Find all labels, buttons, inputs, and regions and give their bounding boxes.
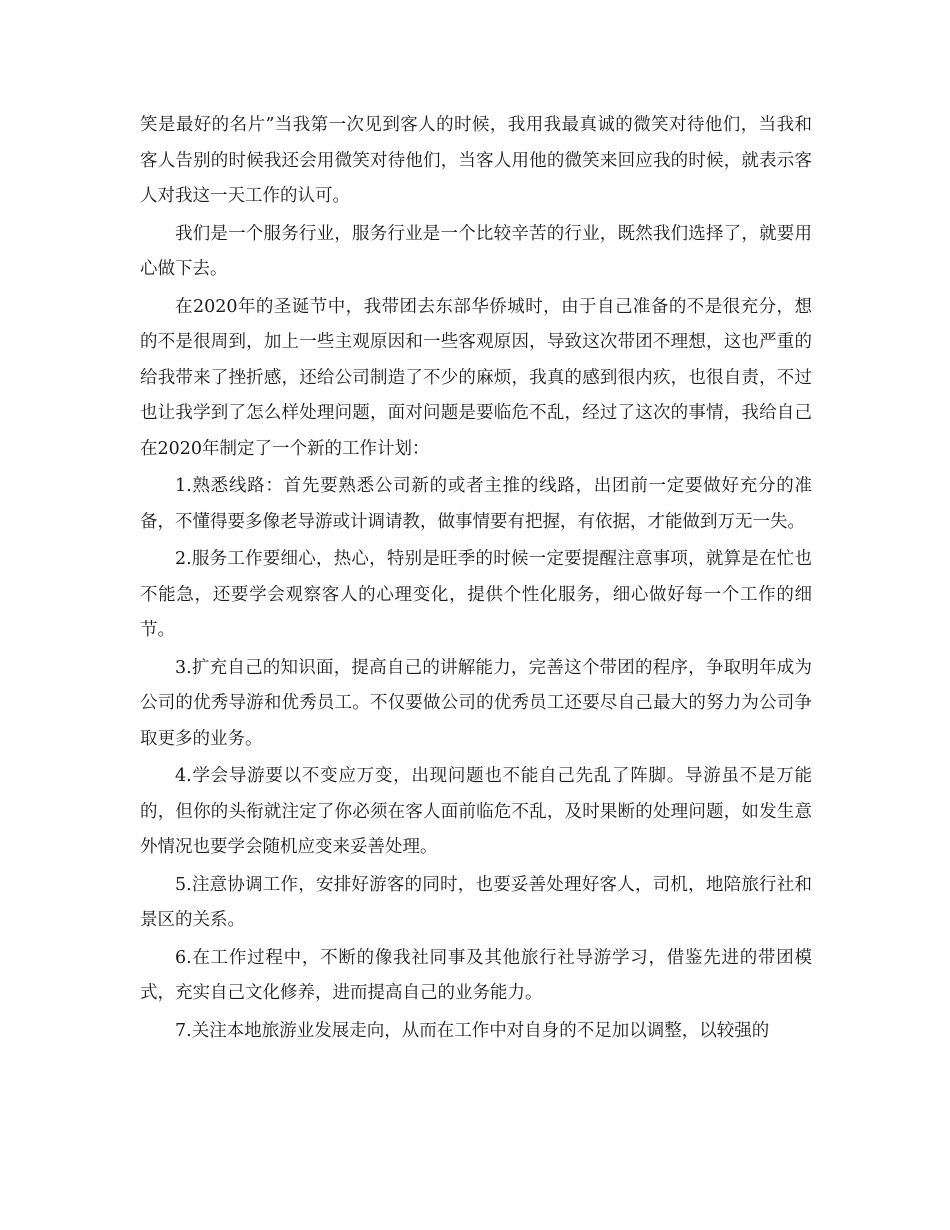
list-item-1: 1.熟悉线路：首先要熟悉公司新的或者主推的线路，出团前一定要做好充分的准备，不懂得要多像老导游或计调请教，做事情要有把握，有依据，才能做到万无一失。 xyxy=(140,476,812,532)
paragraph-christmas-tour: 在2020年的圣诞节中，我带团去东部华侨城时，由于自己准备的不是很充分，想的不是很周到，加上一些主观原因和一些客观原因，导致这次带团不理想，这也严重的给我带来了挫折感，还给公司制造了不少的麻烦，我真的感到很内疚，也很自责，不过也让我学到了怎么样处理问题，面对问题是要临危不乱，经过了这次的事情，我给自己在2020年制定了一个新的工作计划： xyxy=(140,296,812,459)
list-item-4: 4.学会导游要以不变应万变，出现问题也不能自己先乱了阵脚。导游虽不是万能的，但你的头衔就注定了你必须在客人面前临危不乱，及时果断的处理问题，如发生意外情况也要学会随机应变来妥善处理。 xyxy=(140,766,812,857)
paragraph-continuation: 笑是最好的名片”当我第一次见到客人的时候，我用我最真诚的微笑对待他们，当我和客人告别的时候我还会用微笑对待他们，当客人用他的微笑来回应我的时候，就表示客人对我这一天工作的认可。 xyxy=(140,115,812,206)
document-body xyxy=(140,108,812,1051)
list-item-2: 2.服务工作要细心，热心，特别是旺季的时候一定要提醒注意事项，就算是在忙也不能急，还要学会观察客人的心理变化，提供个性化服务，细心做好每一个工作的细节。 xyxy=(140,549,812,640)
list-item-6: 6.在工作过程中，不断的像我社同事及其他旅行社导游学习，借鉴先进的带团模式，充实自己文化修养，进而提高自己的业务能力。 xyxy=(140,947,812,1003)
paragraph-service-industry: 我们是一个服务行业，服务行业是一个比较辛苦的行业，既然我们选择了，就要用心做下去。 xyxy=(140,223,812,279)
list-item-5: 5.注意协调工作，安排好游客的同时，也要妥善处理好客人，司机，地陪旅行社和景区的关系。 xyxy=(140,874,812,930)
list-item-3: 3.扩充自己的知识面，提高自己的讲解能力，完善这个带团的程序，争取明年成为公司的优秀导游和优秀员工。不仅要做公司的优秀员工还要尽自己最大的努力为公司争取更多的业务。 xyxy=(140,657,812,749)
list-item-7: 7.关注本地旅游业发展走向，从而在工作中对自身的不足加以调整，以较强的 xyxy=(175,1020,770,1041)
